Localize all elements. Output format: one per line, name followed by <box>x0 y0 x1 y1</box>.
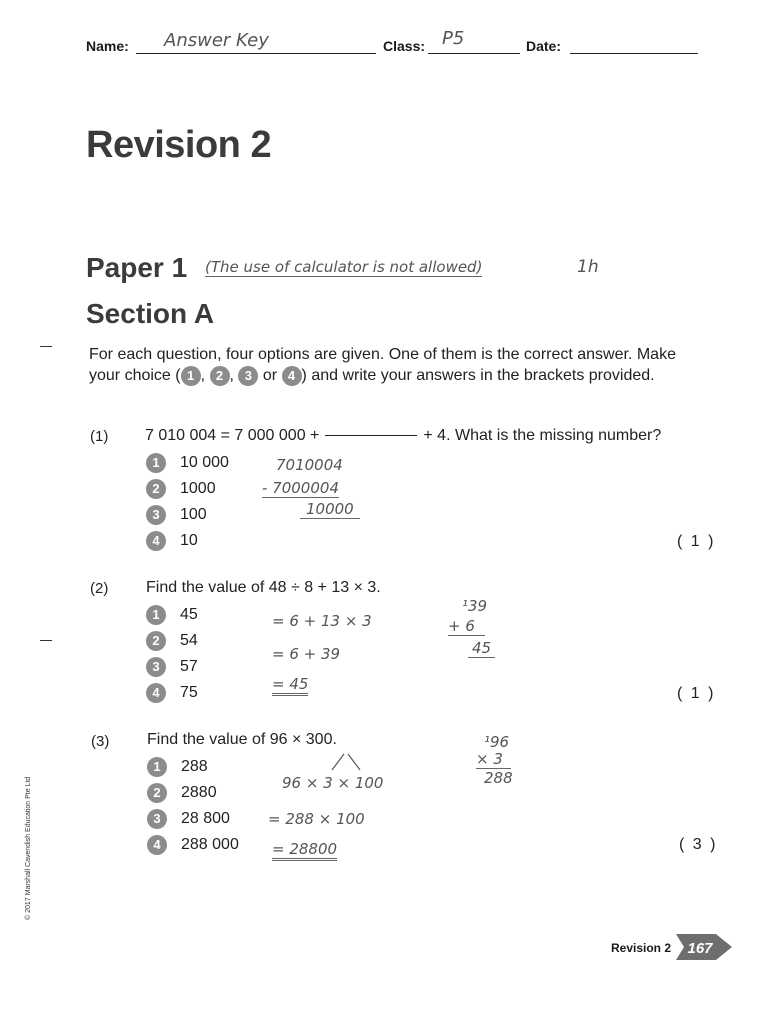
page-title: Revision 2 <box>86 124 272 166</box>
page-number: 167 <box>687 940 713 957</box>
q2-side-working-2: + 6 <box>448 617 485 636</box>
question-1-option-2: 2 1000 <box>146 479 216 499</box>
answer-blank <box>325 435 417 436</box>
margin-mark <box>40 640 52 641</box>
q2-side-working-1: ¹39 <box>462 597 488 615</box>
class-label: Class: <box>383 38 426 54</box>
question-2-option-2: 2 54 <box>146 631 198 651</box>
q3-side-working-1: ¹96 <box>484 733 510 751</box>
question-3-text: Find the value of 96 × 300. <box>147 731 337 748</box>
page-number-badge <box>676 930 732 964</box>
question-1-number: (1) <box>90 428 109 445</box>
name-label: Name: <box>86 38 129 54</box>
factor-split-lines <box>326 752 366 772</box>
option-circle-1: 1 <box>181 366 201 386</box>
question-3-option-4: 4 288 000 <box>147 835 239 855</box>
q3-side-working-result: 288 <box>484 769 513 787</box>
question-2-answer: ( 1 ) <box>677 685 716 702</box>
question-1-answer: ( 1 ) <box>677 533 716 550</box>
class-line <box>428 53 520 54</box>
question-3-number: (3) <box>91 733 110 750</box>
option-circle-3: 3 <box>238 366 258 386</box>
q3-side-working-2: × 3 <box>476 750 511 769</box>
q1-working-result: 10000 <box>300 500 360 519</box>
question-3-option-1: 1 288 <box>147 757 208 777</box>
paper-label: Paper 1 <box>86 252 188 283</box>
date-label: Date: <box>526 38 562 54</box>
question-2-text: Find the value of 48 ÷ 8 + 13 × 3. <box>146 579 381 596</box>
q3-working-line-1: 96 × 3 × 100 <box>282 774 384 792</box>
q2-side-working-result: 45 <box>468 639 495 658</box>
question-2-option-4: 4 75 <box>146 683 198 703</box>
question-3-answer: ( 3 ) <box>679 836 718 853</box>
question-1-option-4: 4 10 <box>146 531 198 551</box>
instructions: For each question, four options are given. One of them is the correct answer. Make your choice ( 1 , 2 , 3 or 4 ) and write your answers in the brackets provided. <box>89 346 676 384</box>
section-label: Section A <box>86 298 215 329</box>
question-2-option-3: 3 57 <box>146 657 198 677</box>
option-circle-4: 4 <box>282 366 302 386</box>
copyright-text: © 2017 Marshall Cavendish Education Pte Ltd <box>25 776 32 920</box>
question-2-number: (2) <box>90 580 109 597</box>
question-1-text: 7 010 004 = 7 000 000 + + 4. What is the missing number? <box>145 427 662 444</box>
margin-mark <box>40 346 52 347</box>
question-2-option-1: 1 45 <box>146 605 198 625</box>
footer-label: Revision 2 <box>611 941 672 955</box>
q1-working-line-1: 7010004 <box>276 456 343 474</box>
paper-note: (The use of calculator is not allowed) <box>205 258 483 276</box>
question-1-option-3: 3 100 <box>146 505 207 525</box>
q2-working-line-1: = 6 + 13 × 3 <box>272 612 372 630</box>
q1-working-line-2: - 7000004 <box>262 479 339 497</box>
q3-working-line-2: = 288 × 100 <box>268 810 365 828</box>
q2-working-result: = 45 <box>272 675 308 696</box>
question-3-option-3: 3 28 800 <box>147 809 230 829</box>
question-1-option-1: 1 10 000 <box>146 453 229 473</box>
q3-working-result: = 28800 <box>272 840 337 861</box>
q2-working-line-2: = 6 + 39 <box>272 645 341 663</box>
name-line <box>136 53 376 54</box>
date-line <box>570 53 698 54</box>
name-value: Answer Key <box>164 30 269 51</box>
class-value: P5 <box>442 28 465 49</box>
question-3-option-2: 2 2880 <box>147 783 217 803</box>
paper-time: 1h <box>577 257 599 277</box>
option-circle-2: 2 <box>210 366 230 386</box>
